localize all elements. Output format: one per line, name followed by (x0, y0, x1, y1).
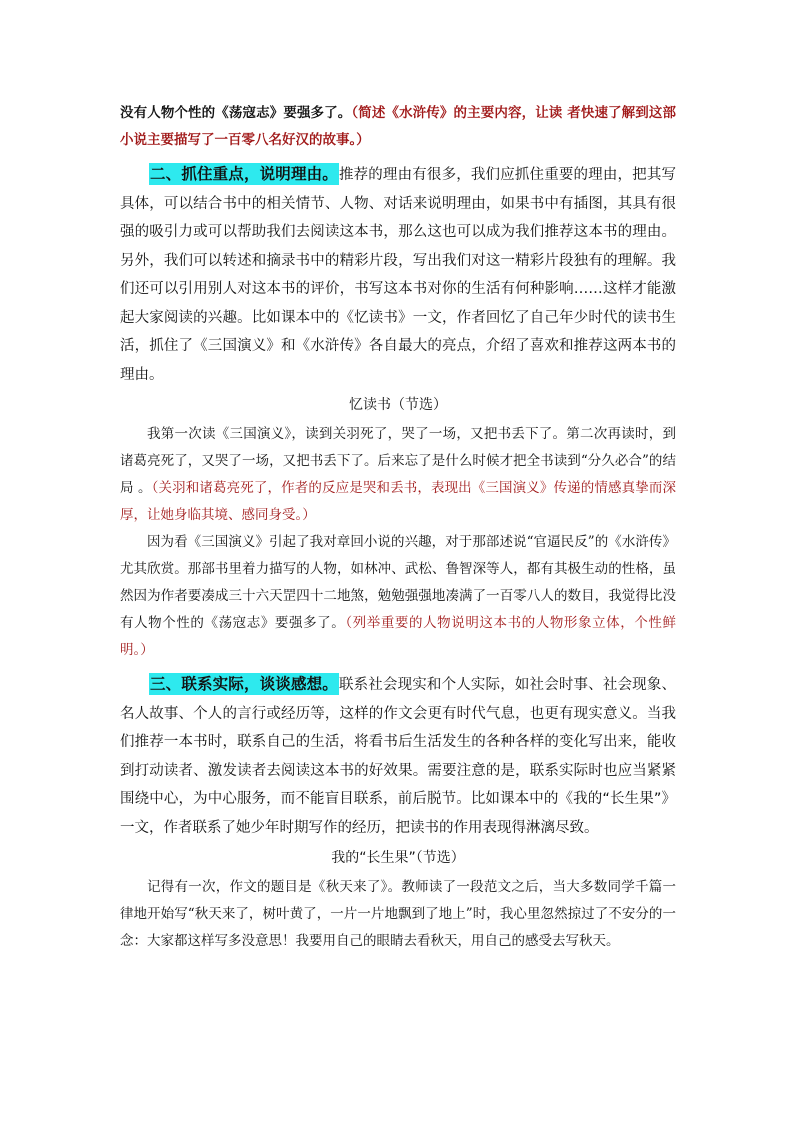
section-two-paragraph (120, 160, 676, 389)
excerpt-note: （简述《水浒传》的主要内容，让读 者快速了解到这部小说主要描写了一百零八名好汉的故事。） (120, 105, 677, 148)
excerpt-one-paragraph-1 (120, 421, 676, 529)
excerpt-one-title: 忆读书（节选） (349, 397, 447, 413)
excerpt-two-paragraph-1: 记得有一次，作文的题目是《秋天来了》。教师读了一段范文之后，当大多数同学千篇一律地开始写“秋天来了，树叶黄了，一片一片地飘到了地上”时，我心里忽然掠过了不安分的一念：大家都这样写多没意思！我要用自己的眼睛去看秋天，用自己的感受去写秋天。 (120, 879, 676, 949)
excerpt-one-note-1: （关羽和诸葛亮死了，作者的反应是哭和丢书，表现出《三国演义》传递的情感真挚而深厚，让她身临其境、感同身受。） (120, 480, 676, 523)
excerpt-text: 没有人物个性的《荡寇志》要强多了。 (120, 105, 352, 121)
section-two-body: 推荐的理由有很多，我们应抓住重要的理由，把其写具体，可以结合书中的相关情节、人物、对话来说明理由，如果书中有插图，其具有很强的吸引力或可以帮助我们去阅读这本书，那么这也可以成为我们推荐这本书的理由。另外，我们可以转述和摘录书中的精彩片段，写出我们对这一精彩片段独有的理解。我们还可以引用别人对这本书的评价，书写这本书对你的生活有何种影响……这样才能激起大家阅读的兴趣。比如课本中的《忆读书》一文，作者回忆了自己年少时代的读书生活，抓住了《三国演义》和《水浒传》各自最大的亮点，介绍了喜欢和推荐这两本书的理由。 (120, 167, 676, 383)
excerpt-one-paragraph-2 (120, 529, 676, 664)
excerpt-continuation (120, 100, 676, 154)
section-three-paragraph (120, 670, 676, 842)
document-content (120, 100, 676, 955)
excerpt-one-text-2: 因为看《三国演义》引起了我对章回小说的兴趣，对于那部述说“官逼民反”的《水浒传》尤其欣赏。那部书里着力描写的人物，如林冲、武松、鲁智深等人，都有其极生动的性格，虽然因为作者要凑成三十六天罡四十二地煞，勉勉强强地凑满了一百零八人的数目，我觉得比没有人物个性的《荡寇志》要强多了。 (120, 534, 676, 631)
excerpt-one-text-1: 我第一次读《三国演义》，读到关羽死了，哭了一场，又把书丢下了。第二次再读时，到诸葛亮死了，又哭了一场，又把书丢下了。后来忘了是什么时候才把全书读到“分久必合”的结局 。 (120, 426, 676, 496)
section-three-body: 联系社会现实和个人实际，如社会时事、社会现象、名人故事、个人的言行或经历等，这样的作文会更有时代气息，也更有现实意义。当我们推荐一本书时，联系自己的生活，将看书后生活发生的各种各样的变化写出来，能收到打动读者、激发读者去阅读这本书的好效果。需要注意的是，联系实际时也应当紧紧围绕中心，为中心服务，而不能盲目联系，前后脱节。比如课本中的《我的“长生果”》一文，作者联系了她少年时期写作的经历，把读书的作用表现得淋漓尽致。 (120, 677, 676, 836)
section-three-heading: 三、联系实际，谈谈感想。 (150, 675, 338, 693)
section-two-heading: 二、抓住重点，说明理由。 (150, 165, 338, 183)
excerpt-two-title: 我的“长生果”（节选） (331, 850, 465, 866)
excerpt-one-note-2: （列举重要的人物说明这本书的人物形象立体，个性鲜明。） (120, 615, 677, 658)
